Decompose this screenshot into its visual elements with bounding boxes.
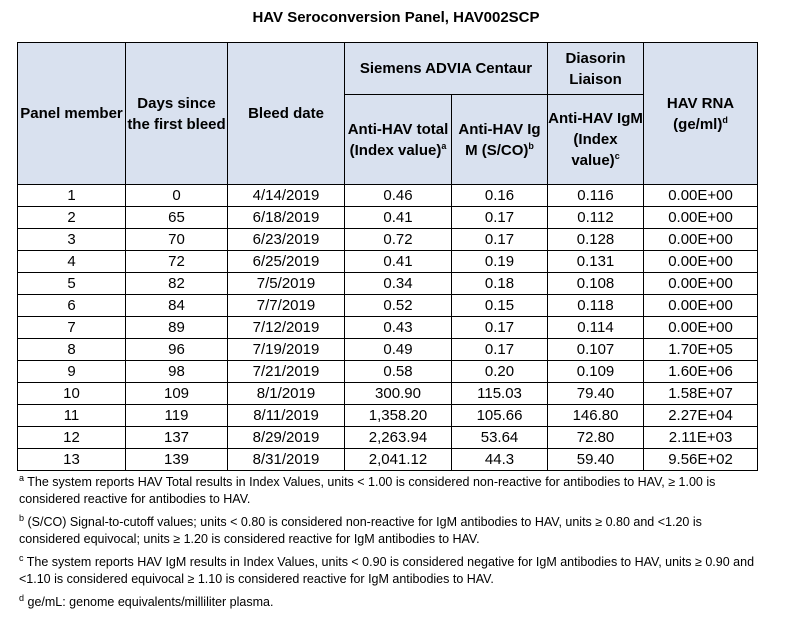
- table-cell: 0.00E+00: [644, 207, 758, 229]
- header-anti-hav-total-label: Anti-HAV total (Index value): [347, 120, 449, 159]
- footnote-mark: b: [19, 512, 25, 523]
- table-cell: 0.17: [452, 317, 548, 339]
- table-cell: 70: [126, 229, 228, 251]
- table-cell: 0.72: [345, 229, 452, 251]
- table-row: [18, 339, 758, 361]
- table-cell: 59.40: [548, 449, 644, 471]
- table-row: [18, 317, 758, 339]
- table-cell: 8: [18, 339, 126, 361]
- table-cell: 1.58E+07: [644, 383, 758, 405]
- table-cell: 7: [18, 317, 126, 339]
- table-cell: 0.116: [548, 185, 644, 207]
- table-cell: 7/7/2019: [228, 295, 345, 317]
- table-cell: 2.27E+04: [644, 405, 758, 427]
- table-row: [18, 185, 758, 207]
- table-cell: 137: [126, 427, 228, 449]
- seroconversion-table: [17, 42, 758, 471]
- table-cell: 0.107: [548, 339, 644, 361]
- table-cell: 2,041.12: [345, 449, 452, 471]
- table-cell: 6/25/2019: [228, 251, 345, 273]
- table-cell: 13: [18, 449, 126, 471]
- table-row: [18, 361, 758, 383]
- table-row: [18, 427, 758, 449]
- table-cell: 8/29/2019: [228, 427, 345, 449]
- footnote-text: ge/mL: genome equivalents/milliliter plasma.: [27, 595, 274, 609]
- table-row: [18, 251, 758, 273]
- table-cell: 0.18: [452, 273, 548, 295]
- header-hav-rna-label: HAV RNA (ge/ml): [666, 94, 735, 133]
- table-cell: 0: [126, 185, 228, 207]
- table-cell: 8/1/2019: [228, 383, 345, 405]
- table-cell: 0.00E+00: [644, 273, 758, 295]
- table-cell: 0.43: [345, 317, 452, 339]
- table-row: [18, 405, 758, 427]
- table-cell: 1.60E+06: [644, 361, 758, 383]
- footnote-mark-b: b: [528, 140, 534, 151]
- header-anti-hav-igm-sco-label: Anti-HAV Ig M (S/CO): [458, 120, 541, 159]
- table-cell: 0.00E+00: [644, 295, 758, 317]
- table-cell: 4/14/2019: [228, 185, 345, 207]
- table-cell: 139: [126, 449, 228, 471]
- table-cell: 6: [18, 295, 126, 317]
- footnotes: [19, 474, 764, 617]
- table-cell: 98: [126, 361, 228, 383]
- table-body: [18, 185, 758, 471]
- table-cell: 105.66: [452, 405, 548, 427]
- footnote: [19, 474, 764, 508]
- table-cell: 0.00E+00: [644, 185, 758, 207]
- table-cell: 0.109: [548, 361, 644, 383]
- table-cell: 0.34: [345, 273, 452, 295]
- table-cell: 0.131: [548, 251, 644, 273]
- table-cell: 0.00E+00: [644, 317, 758, 339]
- table-cell: 65: [126, 207, 228, 229]
- table-cell: 9: [18, 361, 126, 383]
- table-cell: 0.00E+00: [644, 229, 758, 251]
- table-cell: 2.11E+03: [644, 427, 758, 449]
- header-days: Days since the first bleed: [126, 43, 228, 185]
- table-row: [18, 383, 758, 405]
- table-cell: 2,263.94: [345, 427, 452, 449]
- table-cell: 0.00E+00: [644, 251, 758, 273]
- table-cell: 5: [18, 273, 126, 295]
- table-cell: 1: [18, 185, 126, 207]
- header-bleed-date: Bleed date: [228, 43, 345, 185]
- table-cell: 7/19/2019: [228, 339, 345, 361]
- table-cell: 0.118: [548, 295, 644, 317]
- footnote-mark: c: [19, 552, 24, 563]
- table-cell: 4: [18, 251, 126, 273]
- table-cell: 0.41: [345, 251, 452, 273]
- footnote-mark-c: c: [614, 151, 620, 161]
- table-cell: 109: [126, 383, 228, 405]
- header-anti-hav-igm-index: [548, 95, 644, 185]
- header-diasorin: Diasorin Liaison: [548, 43, 644, 95]
- header-hav-rna: [644, 43, 758, 185]
- footnote: [19, 594, 764, 611]
- table-cell: 72: [126, 251, 228, 273]
- table-cell: 9.56E+02: [644, 449, 758, 471]
- table-cell: 0.46: [345, 185, 452, 207]
- table-cell: 7/21/2019: [228, 361, 345, 383]
- table-cell: 0.114: [548, 317, 644, 339]
- footnote-mark: d: [19, 592, 25, 603]
- table-cell: 0.49: [345, 339, 452, 361]
- table-cell: 0.20: [452, 361, 548, 383]
- table-cell: 79.40: [548, 383, 644, 405]
- table-cell: 8/31/2019: [228, 449, 345, 471]
- page-title: HAV Seroconversion Panel, HAV002SCP: [252, 9, 540, 26]
- table-cell: 1,358.20: [345, 405, 452, 427]
- table-cell: 300.90: [345, 383, 452, 405]
- table-row: [18, 449, 758, 471]
- table-cell: 44.3: [452, 449, 548, 471]
- header-siemens: Siemens ADVIA Centaur: [345, 43, 548, 95]
- footnote-text: The system reports HAV IgM results in Index Values, units < 0.90 is considered negative for IgM antibodies to HAV, units ≥ 0.90 and <1.10 is considered equivocal ≥ 1.10 is considered reactive for IgM antibodies to HAV.: [19, 555, 755, 586]
- header-anti-hav-igm-sco: [452, 95, 548, 185]
- footnote: [19, 554, 764, 588]
- footnote-text: (S/CO) Signal-to-cutoff values; units < 0.80 is considered non-reactive for IgM antibodies to HAV, units ≥ 0.80 and <1.20 is considered equivocal; units ≥ 1.20 is considered reactive for IgM antibodies to HAV.: [19, 515, 702, 546]
- table-cell: 0.128: [548, 229, 644, 251]
- table-cell: 89: [126, 317, 228, 339]
- table-row: [18, 229, 758, 251]
- table-cell: 115.03: [452, 383, 548, 405]
- table-cell: 0.112: [548, 207, 644, 229]
- table-row: [18, 273, 758, 295]
- table-cell: 0.52: [345, 295, 452, 317]
- table-cell: 8/11/2019: [228, 405, 345, 427]
- table-cell: 12: [18, 427, 126, 449]
- footnote-mark-d: d: [722, 114, 728, 125]
- table-cell: 0.17: [452, 339, 548, 361]
- table-row: [18, 295, 758, 317]
- table-cell: 10: [18, 383, 126, 405]
- table-cell: 119: [126, 405, 228, 427]
- table-cell: 2: [18, 207, 126, 229]
- table-cell: 11: [18, 405, 126, 427]
- table-cell: 7/5/2019: [228, 273, 345, 295]
- table-cell: 1.70E+05: [644, 339, 758, 361]
- header-anti-hav-total: [345, 95, 452, 185]
- table-cell: 0.16: [452, 185, 548, 207]
- footnote-mark: a: [19, 472, 25, 483]
- table-cell: 6/18/2019: [228, 207, 345, 229]
- footnote: [19, 514, 764, 548]
- table-cell: 84: [126, 295, 228, 317]
- table-cell: 3: [18, 229, 126, 251]
- table-cell: 0.19: [452, 251, 548, 273]
- table-row: [18, 207, 758, 229]
- table-cell: 0.15: [452, 295, 548, 317]
- table-cell: 0.58: [345, 361, 452, 383]
- table-cell: 72.80: [548, 427, 644, 449]
- table-cell: 82: [126, 273, 228, 295]
- table-cell: 0.17: [452, 207, 548, 229]
- table-cell: 146.80: [548, 405, 644, 427]
- table-cell: 0.108: [548, 273, 644, 295]
- table-cell: 6/23/2019: [228, 229, 345, 251]
- table-cell: 53.64: [452, 427, 548, 449]
- table-cell: 96: [126, 339, 228, 361]
- header-panel-member: Panel member: [18, 43, 126, 185]
- footnote-mark-a: a: [441, 140, 447, 151]
- footnote-text: The system reports HAV Total results in Index Values, units < 1.00 is considered non-reactive for antibodies to HAV, ≥ 1.00 is considered reactive for antibodies to HAV.: [19, 475, 716, 506]
- table-cell: 0.41: [345, 207, 452, 229]
- table-cell: 7/12/2019: [228, 317, 345, 339]
- header-anti-hav-igm-index-label: Anti-HAV IgM (Index value): [548, 110, 643, 169]
- table-cell: 0.17: [452, 229, 548, 251]
